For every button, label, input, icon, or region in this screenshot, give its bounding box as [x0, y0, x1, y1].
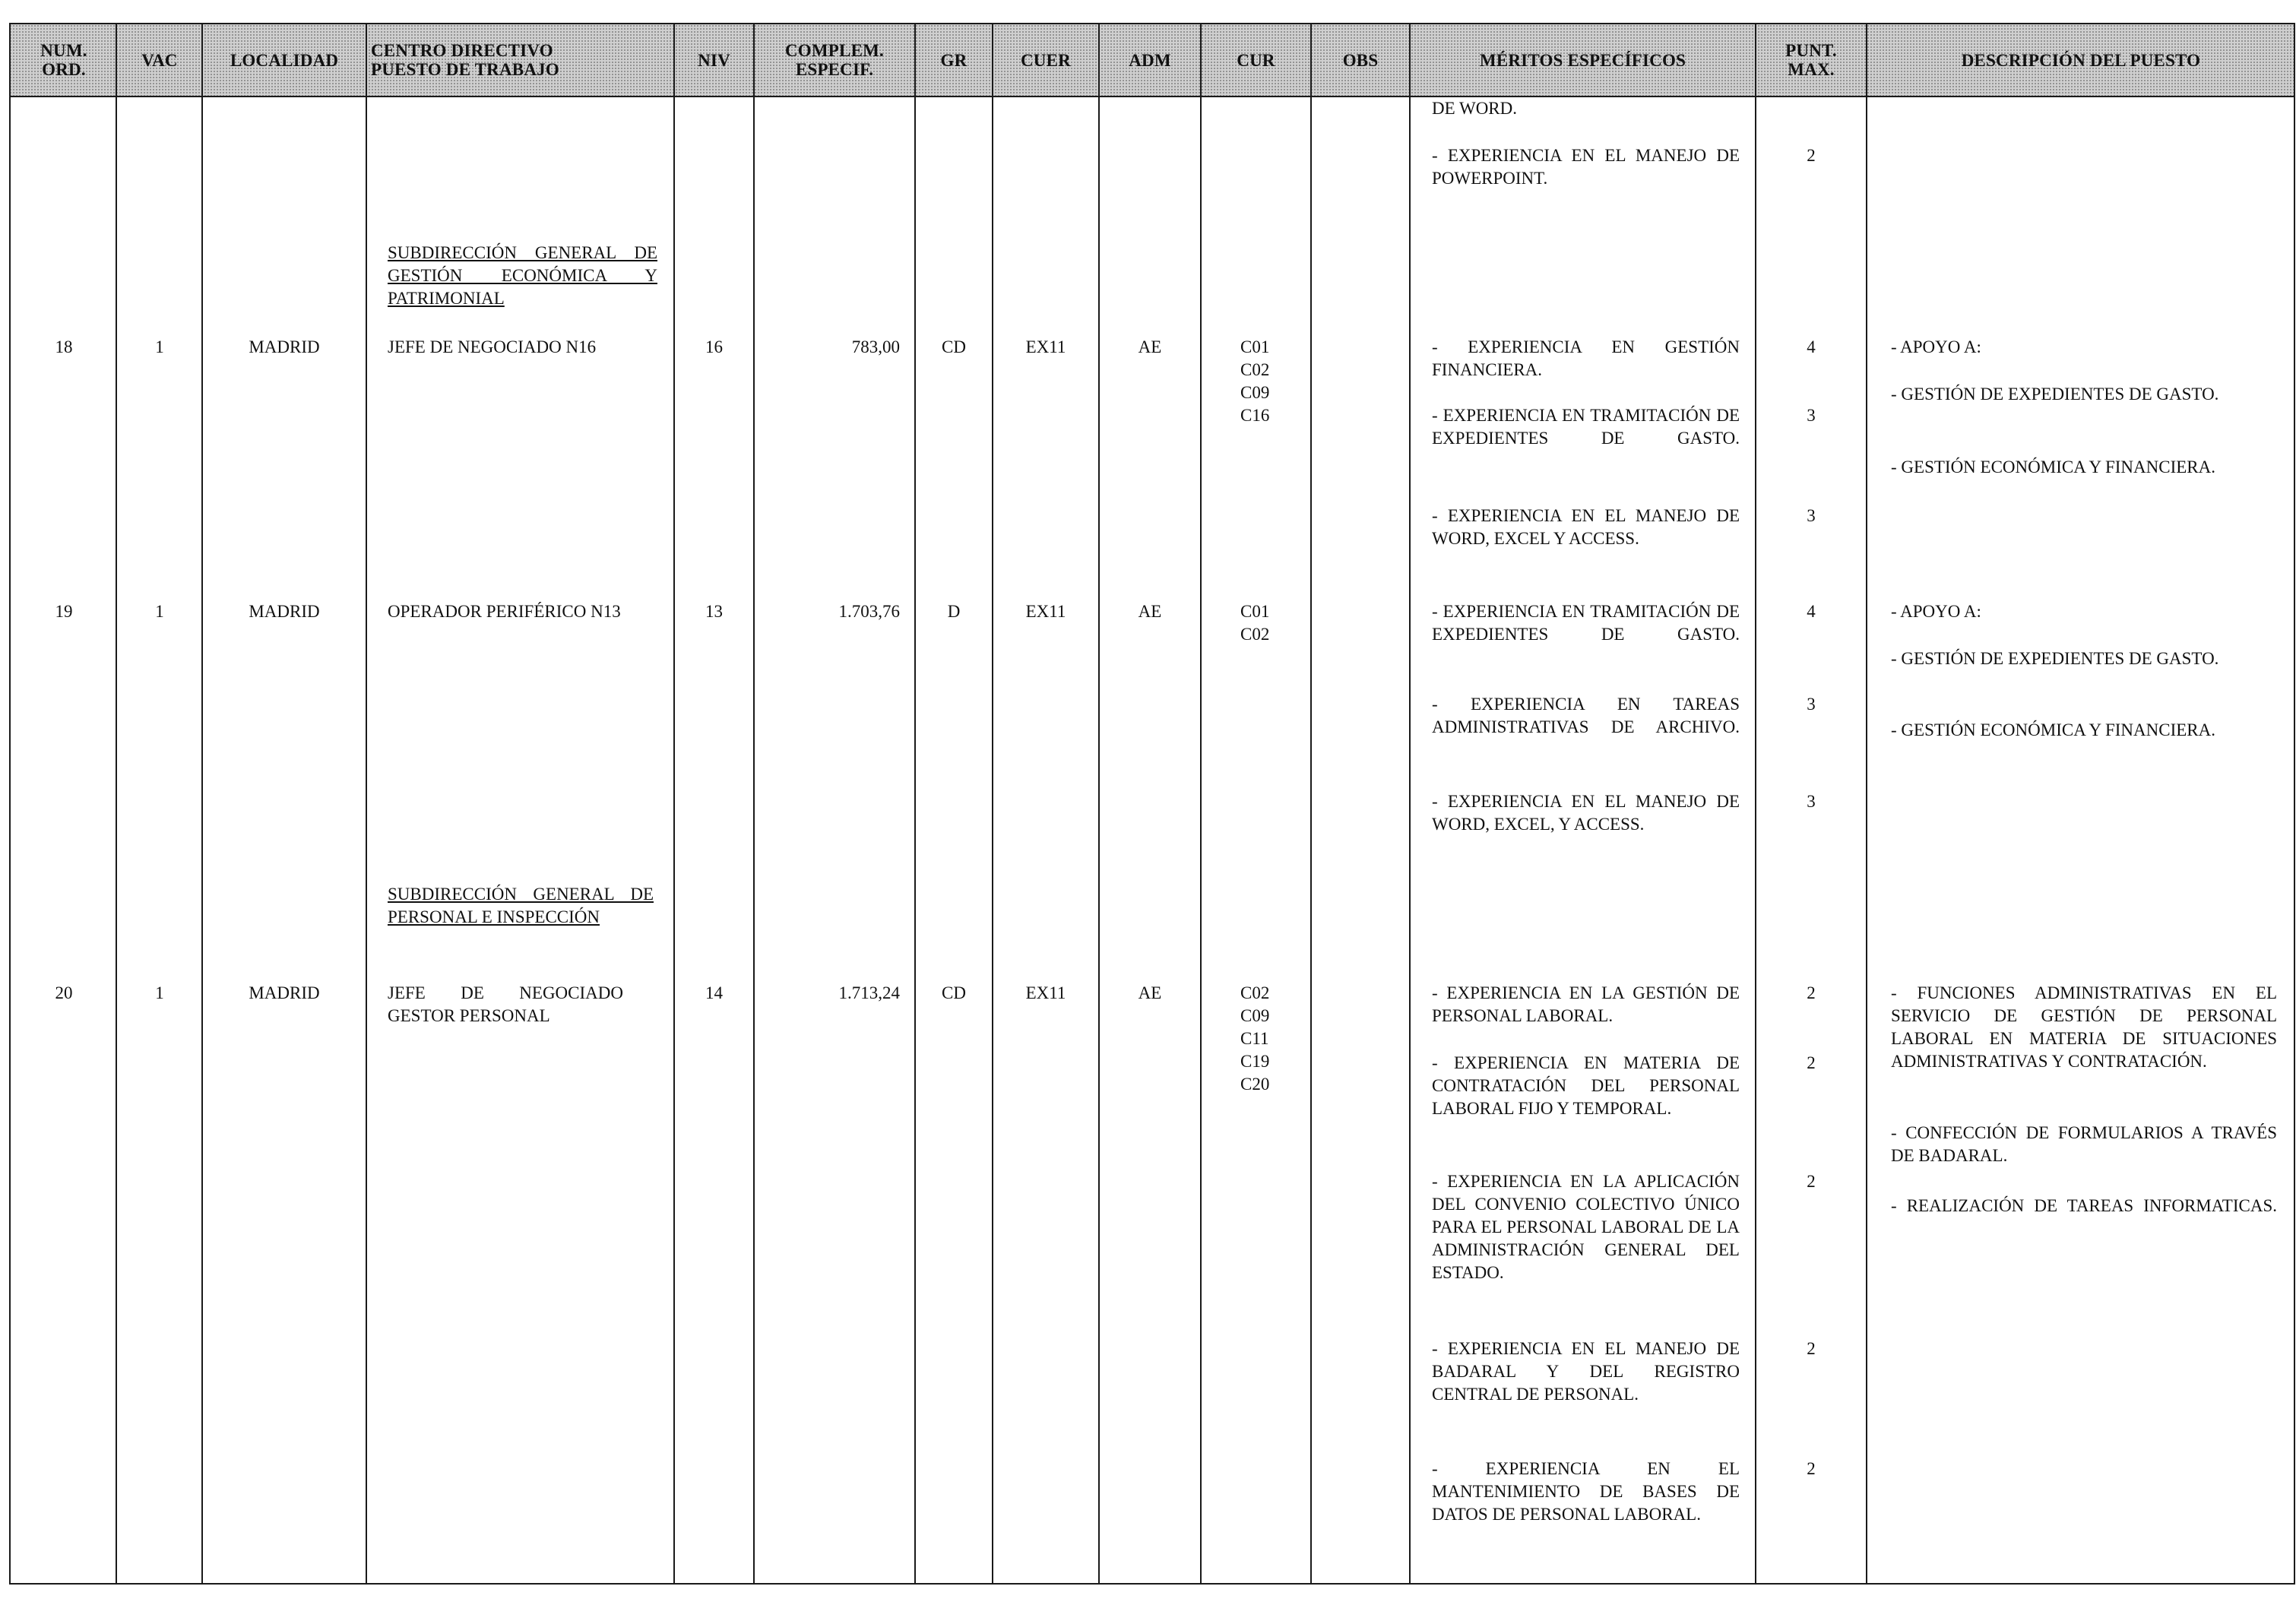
column-divider [992, 24, 993, 1584]
row-19-cuer: EX11 [1025, 602, 1066, 621]
column-divider [201, 24, 203, 1584]
row-20-merit: - EXPERIENCIA EN EL MANTENIMIENTO DE BASES DE DATOS DE PERSONAL LABORAL. [1432, 1459, 1740, 1524]
header-bottom-border [9, 96, 2295, 97]
row-19-puesto: OPERADOR PERIFÉRICO N13 [388, 602, 621, 621]
row-20-points: 2 [1807, 1339, 1816, 1358]
row-20-desc: - CONFECCIÓN DE FORMULARIOS A TRAVÉS DE BADARAL. [1891, 1123, 2277, 1165]
section-title-personal: SUBDIRECCIÓN GENERAL DE PERSONAL E INSPECCIÓN [388, 885, 654, 926]
header-cuer: CUER [1021, 50, 1071, 70]
row-18-merit: - EXPERIENCIA EN TRAMITACIÓN DE EXPEDIENTES DE GASTO. [1432, 406, 1740, 448]
header-adm: ADM [1129, 50, 1171, 70]
row-20-points: 2 [1807, 1172, 1816, 1191]
header-descripcion: DESCRIPCIÓN DEL PUESTO [1961, 50, 2201, 70]
row-19-desc: - APOYO A: [1891, 602, 1981, 621]
row-19-adm: AE [1138, 602, 1162, 621]
column-divider [1098, 24, 1100, 1584]
row-19-complem: 1.703,76 [838, 602, 900, 621]
row-18-points: 4 [1807, 337, 1816, 356]
row-18-localidad: MADRID [249, 337, 320, 356]
column-divider [1310, 24, 1312, 1584]
header-cur: CUR [1237, 50, 1275, 70]
row-19-gr: D [947, 602, 961, 621]
row-20-complem: 1.713,24 [838, 983, 900, 1002]
header-obs: OBS [1342, 50, 1379, 70]
row-18-puesto: JEFE DE NEGOCIADO N16 [388, 337, 597, 356]
column-divider [116, 24, 117, 1584]
column-divider [1200, 24, 1202, 1584]
row-18-points: 3 [1807, 406, 1816, 425]
table-bottom-border [9, 1583, 2295, 1585]
row-19-vac: 1 [155, 602, 164, 621]
header-gr: GR [940, 50, 967, 70]
row-20-puesto: JEFE DE NEGOCIADO GESTOR PERSONAL [388, 983, 623, 1025]
header-niv: NIV [698, 50, 730, 70]
table-top-border [9, 23, 2295, 24]
row-20-merit: - EXPERIENCIA EN MATERIA DE CONTRATACIÓN DEL PERSONAL LABORAL FIJO Y TEMPORAL. [1432, 1053, 1740, 1118]
row-20-cuer: EX11 [1025, 983, 1066, 1002]
section-title-economica: SUBDIRECCIÓN GENERAL DE GESTIÓN ECONÓMICA Y PATRIMONIAL [388, 243, 657, 308]
column-divider [1409, 24, 1411, 1584]
row-18-points: 3 [1807, 506, 1816, 525]
header-centro-directivo: CENTRO DIRECTIVO PUESTO DE TRABAJO [371, 41, 559, 79]
row-19-merit: - EXPERIENCIA EN TAREAS ADMINISTRATIVAS DE ARCHIVO. [1432, 695, 1740, 736]
header-complem: COMPLEM. ESPECIF. [785, 41, 884, 79]
row-18-cur: C01 C02 C09 C16 [1240, 337, 1270, 425]
row-19-points: 3 [1807, 792, 1816, 811]
row-18-merit: - EXPERIENCIA EN GESTIÓN FINANCIERA. [1432, 337, 1740, 379]
merit-continuation: DE WORD. [1432, 99, 1518, 118]
row-19-points: 4 [1807, 602, 1816, 621]
row-18-vac: 1 [155, 337, 164, 356]
row-20-desc: - REALIZACIÓN DE TAREAS INFORMATICAS. [1891, 1196, 2277, 1215]
column-divider [673, 24, 675, 1584]
row-19-merit: - EXPERIENCIA EN TRAMITACIÓN DE EXPEDIENTES DE GASTO. [1432, 602, 1740, 644]
points-powerpoint: 2 [1807, 146, 1816, 165]
row-20-localidad: MADRID [249, 983, 320, 1002]
row-20-desc: - FUNCIONES ADMINISTRATIVAS EN EL SERVICIO DE GESTIÓN DE PERSONAL LABORAL EN MATERIA DE SITUACIONES ADMINISTRATIVAS Y CONTRATACIÓN. [1891, 983, 2277, 1071]
row-20-merit: - EXPERIENCIA EN EL MANEJO DE BADARAL Y DEL REGISTRO CENTRAL DE PERSONAL. [1432, 1339, 1740, 1404]
row-18-desc: - APOYO A: [1891, 337, 1981, 356]
header-vac: VAC [141, 50, 178, 70]
row-18-desc: - GESTIÓN DE EXPEDIENTES DE GASTO. [1891, 385, 2219, 404]
row-19-merit: - EXPERIENCIA EN EL MANEJO DE WORD, EXCEL, Y ACCESS. [1432, 792, 1740, 834]
row-18-cuer: EX11 [1025, 337, 1066, 356]
row-19-localidad: MADRID [249, 602, 320, 621]
row-20-merit: - EXPERIENCIA EN LA APLICACIÓN DEL CONVENIO COLECTIVO ÚNICO PARA EL PERSONAL LABORAL DE LA ADMINISTRACIÓN GENERAL DEL ESTADO. [1432, 1172, 1740, 1282]
row-20-merit: - EXPERIENCIA EN LA GESTIÓN DE PERSONAL LABORAL. [1432, 983, 1740, 1025]
row-20-points: 2 [1807, 1459, 1816, 1478]
column-divider [9, 24, 11, 1584]
row-20-cur: C02 C09 C11 C19 C20 [1240, 983, 1270, 1094]
row-19-niv: 13 [705, 602, 723, 621]
column-divider [2294, 24, 2295, 1584]
merit-powerpoint: - EXPERIENCIA EN EL MANEJO DE POWERPOINT. [1432, 146, 1740, 188]
row-20-points: 2 [1807, 1053, 1816, 1072]
row-20-points: 2 [1807, 983, 1816, 1002]
row-20-num: 20 [55, 983, 73, 1002]
header-num-ord: NUM. ORD. [40, 41, 87, 79]
row-20-vac: 1 [155, 983, 164, 1002]
header-meritos: MÉRITOS ESPECÍFICOS [1479, 50, 1686, 70]
row-20-niv: 14 [705, 983, 723, 1002]
header-localidad: LOCALIDAD [230, 50, 339, 70]
row-20-adm: AE [1138, 983, 1162, 1002]
row-19-desc: - GESTIÓN DE EXPEDIENTES DE GASTO. [1891, 649, 2219, 668]
row-20-gr: CD [942, 983, 966, 1002]
row-19-num: 19 [55, 602, 73, 621]
row-18-niv: 16 [705, 337, 723, 356]
column-divider [753, 24, 755, 1584]
column-divider [366, 24, 367, 1584]
row-19-points: 3 [1807, 695, 1816, 714]
row-18-desc: - GESTIÓN ECONÓMICA Y FINANCIERA. [1891, 457, 2215, 476]
row-18-merit: - EXPERIENCIA EN EL MANEJO DE WORD, EXCEL Y ACCESS. [1432, 506, 1740, 548]
header-punt-max: PUNT. MAX. [1785, 41, 1837, 79]
row-18-complem: 783,00 [851, 337, 900, 356]
row-18-adm: AE [1138, 337, 1162, 356]
row-18-gr: CD [942, 337, 966, 356]
column-divider [914, 24, 916, 1584]
row-19-desc: - GESTIÓN ECONÓMICA Y FINANCIERA. [1891, 720, 2215, 739]
row-19-cur: C01 C02 [1240, 602, 1270, 644]
row-18-num: 18 [55, 337, 73, 356]
